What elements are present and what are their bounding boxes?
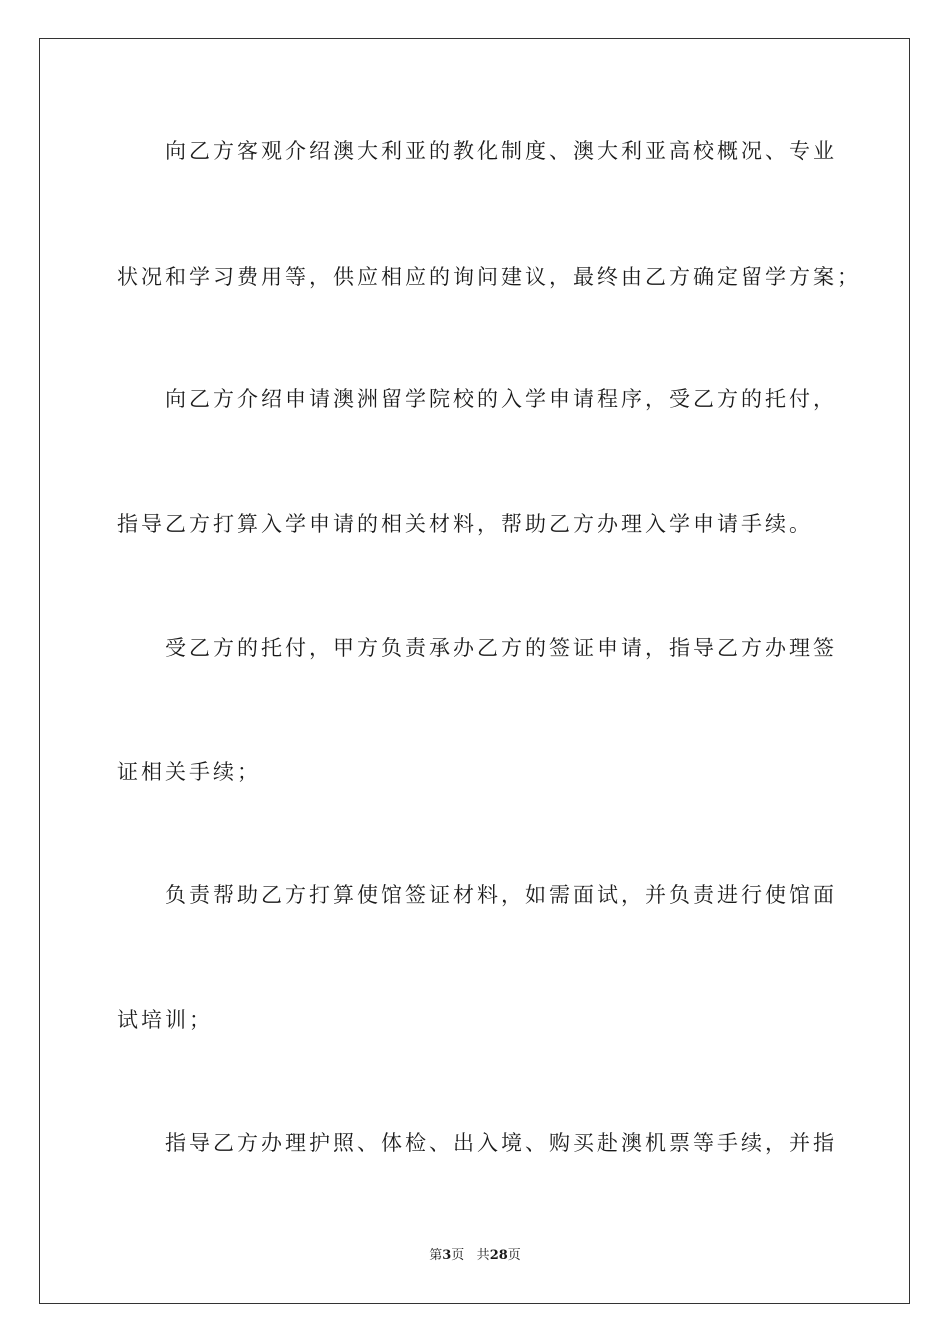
page-suffix: 页 [451,1248,465,1263]
page-footer [0,1247,950,1265]
total-prefix: 共 [476,1248,490,1263]
paragraph-3-line-2: 证相关手续； [117,760,261,784]
paragraph-5-line-1: 指导乙方办理护照、体检、出入境、购买赴澳机票等手续，并指 [165,1131,837,1155]
total-suffix: 页 [507,1248,521,1263]
paragraph-2-line-2: 指导乙方打算入学申请的相关材料，帮助乙方办理入学申请手续。 [117,512,813,536]
paragraph-2-line-1: 向乙方介绍申请澳洲留学院校的入学申请程序，受乙方的托付， [165,387,837,411]
page-number: 3 [442,1248,452,1263]
paragraph-4-line-1: 负责帮助乙方打算使馆签证材料，如需面试，并负责进行使馆面 [165,883,837,907]
paragraph-1-line-1: 向乙方客观介绍澳大利亚的教化制度、澳大利亚高校概况、专业 [165,139,837,163]
paragraph-3-line-1: 受乙方的托付，甲方负责承办乙方的签证申请，指导乙方办理签 [165,636,837,660]
paragraph-1-line-2: 状况和学习费用等，供应相应的询问建议，最终由乙方确定留学方案； [117,265,861,289]
page-prefix: 第 [429,1248,443,1263]
total-pages: 28 [489,1248,508,1263]
page-frame [39,38,910,1304]
paragraph-4-line-2: 试培训； [117,1008,213,1032]
